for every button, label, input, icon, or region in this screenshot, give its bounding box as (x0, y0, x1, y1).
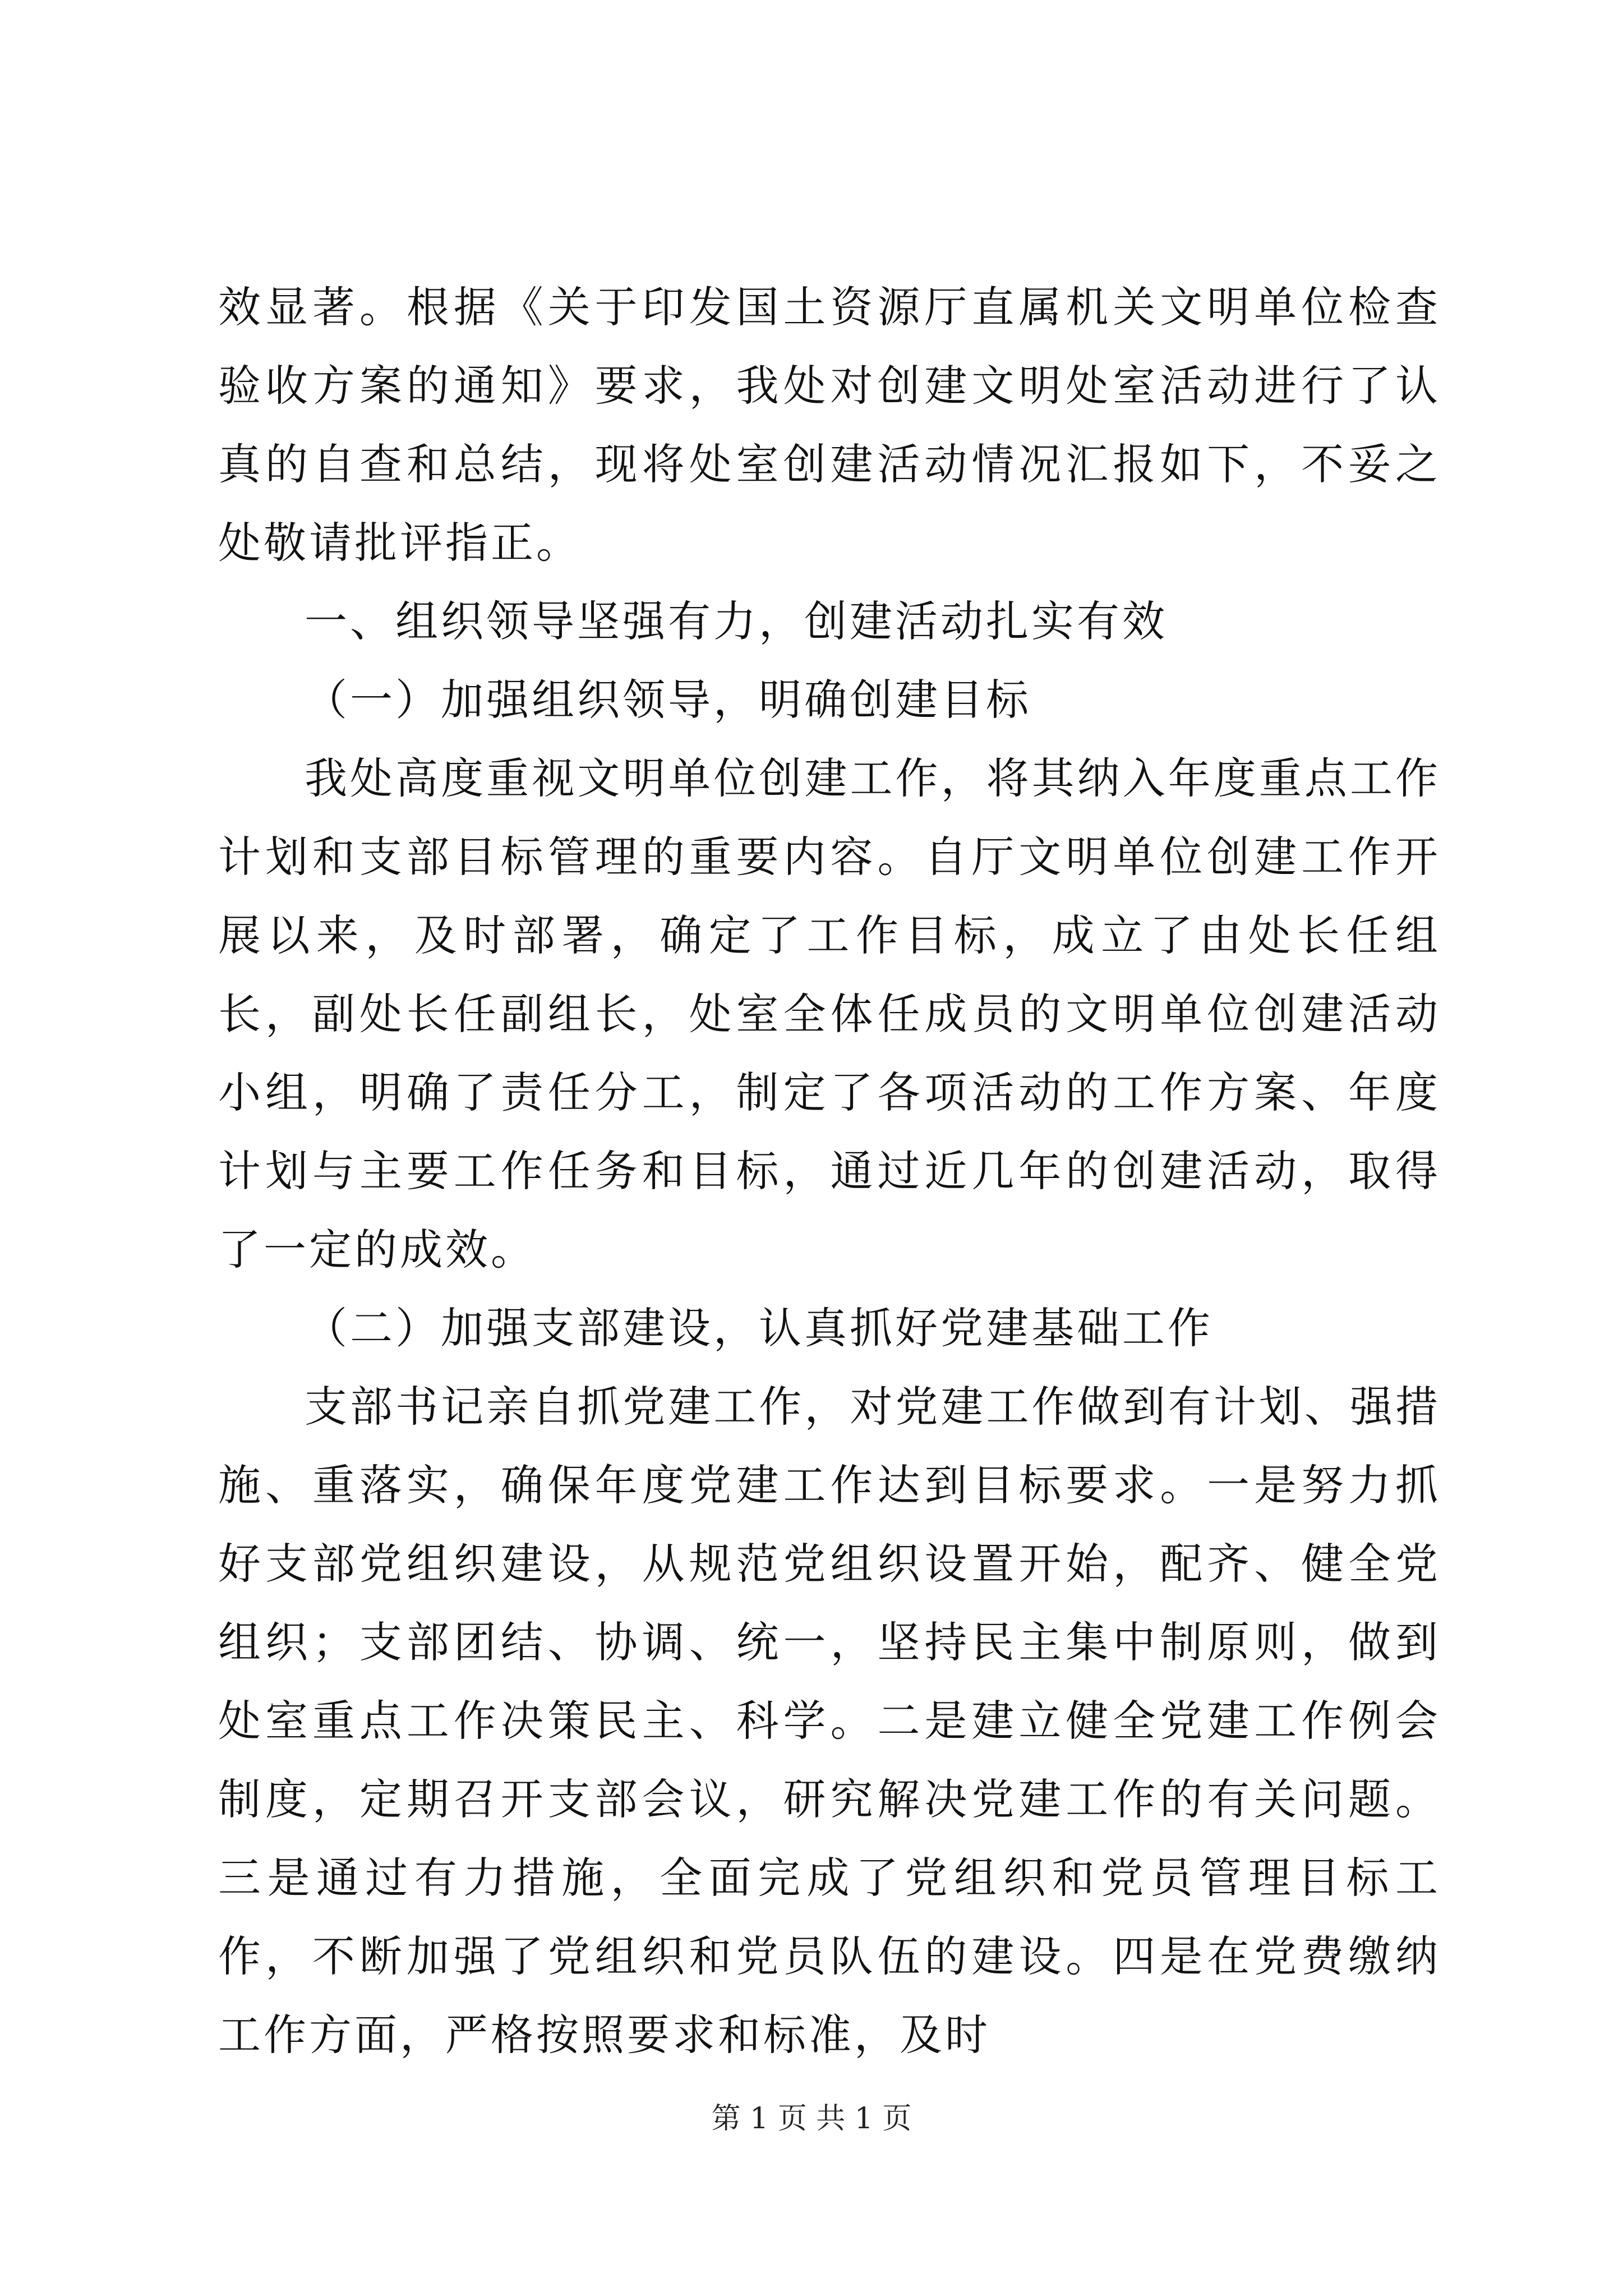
section-heading-1: 一、组织领导坚强有力，创建活动扎实有效 (305, 596, 1168, 646)
paragraph-organization: 我处高度重视文明单位创建工作，将其纳入年度重点工作计划和支部目标管理的重要内容。自厅文明单位创建工作开展以来，及时部署，确定了工作目标，成立了由处长任组长，副处长任副组长，处室全体任成员的文明单位创建活动小组，明确了责任分工，制定了各项活动的工作方案、年度计划与主要工作任务和目标，通过近几年的创建活动，取得了一定的成效。 (218, 753, 1441, 1274)
paragraph-party-building: 支部书记亲自抓党建工作，对党建工作做到有计划、强措施、重落实，确保年度党建工作达到目标要求。一是努力抓好支部党组织建设，从规范党组织设置开始，配齐、健全党组织；支部团结、协调、统一，坚持民主集中制原则，做到处室重点工作决策民主、科学。二是建立健全党建工作例会制度，定期召开支部会议，研究解决党建工作的有关问题。三是通过有力措施，全面完成了党组织和党员管理目标工作，不断加强了党组织和党员队伍的建设。四是在党费缴纳工作方面，严格按照要求和标准，及时 (218, 1382, 1441, 2060)
document-body (218, 268, 1441, 2074)
paragraph-intro: 效显著。根据《关于印发国土资源厅直属机关文明单位检查验收方案的通知》要求，我处对创建文明处室活动进行了认真的自查和总结，现将处室创建活动情况汇报如下，不妥之处敬请批评指正。 (218, 282, 1441, 568)
page-footer: 第 1 页 共 1 页 (711, 2102, 912, 2136)
subsection-heading-2: （二）加强支部建设，认真抓好党建基础工作 (305, 1303, 1213, 1353)
subsection-heading-1: （一）加强组织领导，明确创建目标 (305, 675, 1031, 725)
